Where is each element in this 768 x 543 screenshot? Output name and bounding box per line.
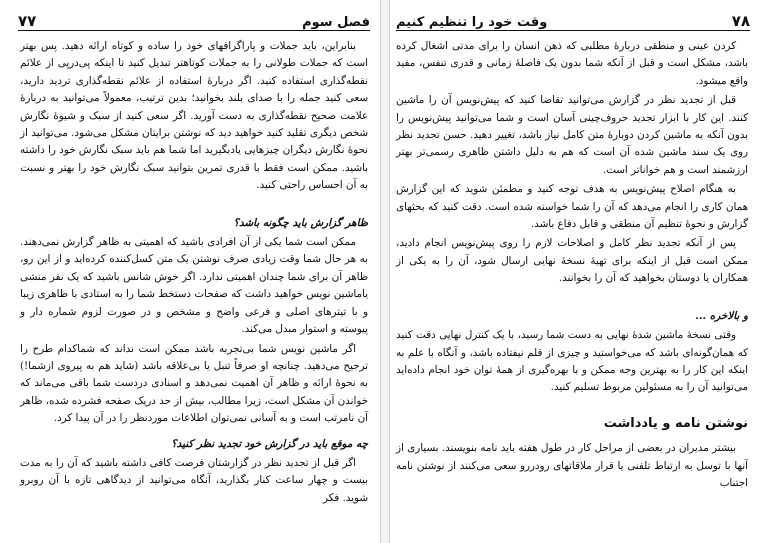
page-header (396, 8, 750, 31)
paragraph: اگر ماشین نویس شما بی‌تجربه باشد ممکن است نداند که شماکدام طرح را ترجیح می‌دهید. چنانچه او صرفاً تنبل یا بی‌علاقه باشد (شاید هم به پیروی ازشما!) به نحوهٔ ارائه و ظاهر آن اهمیت نمی‌دهد و اسنادی دردست شما باقی می‌ماند که خواندن آن مشکل است، زیرا مطالب، بیش از حد دریک صفحه فشرده شده، ظاهر آن نامرتب است و به آسانی نمی‌توان اطلاعات موردنظر را در آن پیدا کرد. (20, 342, 368, 425)
paragraph: بنابراین، باید جملات و پاراگرافهای خود را ساده و کوتاه ارائه دهید. پس بهتر است که جملات طولانی را به جملات کوتاهتر تبدیل کنید تا اینکه پی‌درپی از علائم نقطه‌گذاری استفاده کنید. اگر دربارهٔ استفاده از علائم نقطه‌گذاری تردید دارید، سعی کنید جمله را با صدای بلند بخوانید؛ بدین ترتیب، معمولاً می‌توانید به دربارهٔ علامت صحیح نقطه‌گذاری به دست آورید. اگر سعی کنید از سبک و شیوهٔ نگارش شخص دیگری تقلید کنید خواهید دید که نوشتن برایتان مشکل می‌شود. می‌توانید از نحوهٔ نگارش دیگران چیزهایی یادبگیرید اما شما هم باید سبک نگارش خود را داشته باشید. ممکن است فقط با قدری تمرین بتوانید سبک نگارش خود را بهتر و نسبت به آن احساس راحتی کنید. (20, 40, 368, 192)
paragraph: به هنگام اصلاح پیش‌نویس به هدف توجه کنید و مطمئن شوید که این گزارش همان کاری را انجام می‌دهد که آن را شما خواسته شده است. دقت کنید که بحثهای گزارش و نحوهٔ تنظیم آن منطقی و قابل دفاع باشد. (396, 183, 748, 231)
paragraph: کردن عینی و منطقی دربارهٔ مطلبی که ذهن انسان را برای مدتی اشغال کرده باشد، مشکل است و قبل از آنکه شما بدون یک فاصلهٔ زمانی و قدری تنفس، مفید واقع میشود. (396, 40, 748, 87)
page-number: ۷۷ (18, 12, 37, 30)
page-number: ۷۸ (731, 12, 750, 30)
chapter-title: وقت خود را تنظیم کنیم (396, 15, 548, 30)
chapter-title: فصل سوم (302, 15, 370, 30)
left-page (0, 0, 380, 543)
paragraph: اگر قبل از تجدید نظر در گزارشتان فرصت کافی داشته باشید که آن را به مدت بیست و چهار ساعت کنار بگذارید، آنگاه می‌توانید از دیدگاهی تازه با آن روبرو شوید. فکر (20, 456, 368, 504)
section-title: نوشتن نامه و یادداشت (603, 415, 748, 431)
subheading: ظاهر گزارش باید چگونه باشد؟ (233, 216, 368, 229)
page-body (396, 38, 748, 543)
subheading: و بالاخره ... (695, 309, 748, 322)
paragraph: وقتی نسخهٔ ماشین شدهٔ نهایی به دست شما رسید، با یک کنترل نهایی دقت کنید که همان‌گونه‌ای باشد که می‌خواستید و چیزی از قلم نیفتاده باشد، و آنگاه با علم به اینکه این کار را به بهترین وجه ممکن و با بهره‌گیری از همهٔ توان خود انجام داده‌اید می‌توانید آن را به مسئولین مربوط تسلیم کنید. (396, 329, 748, 394)
page-body (20, 38, 368, 543)
page-header (18, 8, 370, 31)
paragraph: پس از آنکه تجدید نظر کامل و اصلاحات لازم را روی پیش‌نویس انجام دادید، ممکن است قبل از اینکه برای تهیهٔ نسخهٔ نهایی ارسال شود، آن را به یکی از همکاران یا دوستان بخواهید که آن را بخوانند. (396, 237, 748, 285)
paragraph: بیشتر مدیران در بعضی از مراحل کار در طول هفته باید نامه بنویسند. بسیاری از آنها با توسل به ارتباط تلفنی یا قرار ملاقاتهای رودررو سعی می‌کنند از نوشتن نامه اجتناب (396, 442, 748, 489)
subheading: چه موقع باید در گزارش خود تجدید نظر کنید؟ (171, 437, 368, 450)
paragraph: قبل از تجدید نظر در گزارش می‌توانید تقاضا کنید که پیش‌نویس آن را ماشین کنند. این کار با ابزار تجدید حروف‌چینی آسان است و شما می‌توانید پیش‌نویس را بدون آنکه به ماشین کردن دوبارهٔ متن کامل نیاز باشد، تغییر دهید. حسن تجدید نظر روی یک سند ماشین شده آن است که هم به دلیل داشتن ظاهری رسمی‌تر بهتر ارزشمند است و هم خواناتر است. (396, 94, 748, 176)
paragraph: ممکن است شما یکی از آن افرادی باشید که اهمیتی به ظاهر گزارش نمی‌دهند. به هر حال شما وقت زیادی صرف نوشتن یک متن کسل‌کننده کرده‌اید و از این رو، ظاهر آن برای شما چندان اهمیتی ندارد. اگر خوش شانس باشید که یک نفر منشی یاماشین نویس خواهید داشت که صفحات دستخط شما را به استادی با ظاهری زیبا و با تیترهای اصلی و فرعی واضح و مشخص و در صورت لزوم شماره دار و پیوسته و استوار مبدل می‌کند. (20, 236, 368, 336)
right-page (388, 0, 768, 543)
